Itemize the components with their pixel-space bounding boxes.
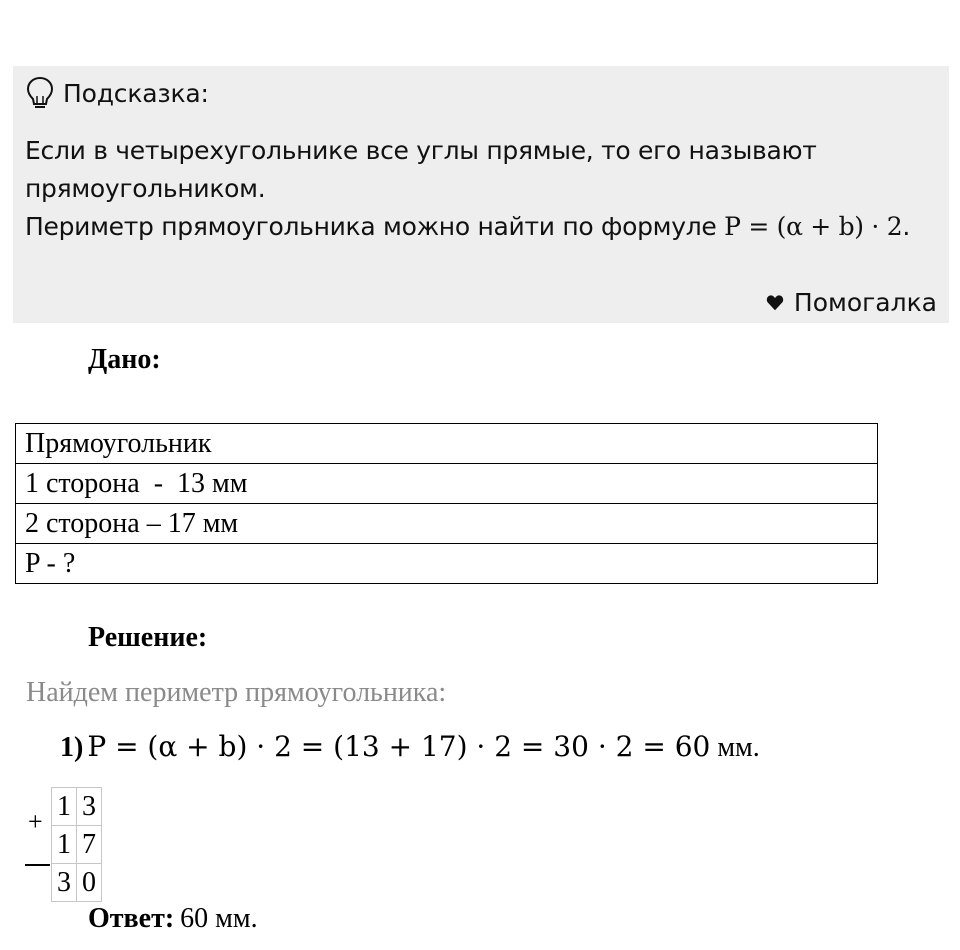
table-row <box>16 464 878 504</box>
perimeter-formula: P = (α + b) · 2 <box>724 212 903 241</box>
digit-cell: 0 <box>77 864 102 902</box>
sum-row <box>52 864 102 902</box>
step-formula: P = (α + b) · 2 = (13 + 17) · 2 = 30 · 2 = 60 <box>87 730 711 763</box>
table-cell: P - ? <box>16 544 878 584</box>
table-row <box>16 544 878 584</box>
hint-header <box>25 76 209 110</box>
digit-cell: 1 <box>52 788 77 826</box>
table-row <box>16 504 878 544</box>
hint-title: Подсказка: <box>63 78 209 108</box>
answer-value: 60 мм. <box>180 903 258 934</box>
hint-box <box>13 66 949 323</box>
answer <box>88 903 258 935</box>
digit-cell: 3 <box>52 864 77 902</box>
hint-definition: Если в четырехугольнике все углы прямые, то его называют прямоугольником. <box>25 136 817 203</box>
hint-text <box>25 132 930 246</box>
digit-cell: 1 <box>52 826 77 864</box>
column-addition <box>25 787 102 902</box>
heart-icon <box>766 294 784 312</box>
solution-intro: Найдем периметр прямоугольника: <box>26 677 447 708</box>
lightbulb-icon <box>25 76 55 110</box>
brand-label <box>766 288 937 317</box>
hint-formula-line: Периметр прямоугольника можно найти по формуле P = (α + b) · 2. <box>25 212 910 241</box>
plus-sign: + <box>28 807 43 836</box>
sum-line <box>25 864 50 866</box>
table-row <box>16 424 878 464</box>
solution-heading: Решение: <box>88 622 208 653</box>
addend-row <box>52 826 102 864</box>
digit-cell: 3 <box>77 788 102 826</box>
table-cell: 1 сторона - 13 мм <box>16 464 878 504</box>
digit-cell: 7 <box>77 826 102 864</box>
brand-text: Помогалка <box>793 288 937 317</box>
addend-row <box>52 788 102 826</box>
solution-step <box>60 730 760 764</box>
table-cell: Прямоугольник <box>16 424 878 464</box>
step-unit: мм. <box>710 732 760 763</box>
given-table <box>15 423 878 584</box>
given-heading: Дано: <box>88 344 161 375</box>
answer-label: Ответ: <box>88 903 175 934</box>
step-number: 1) <box>60 732 84 763</box>
table-cell: 2 сторона – 17 мм <box>16 504 878 544</box>
